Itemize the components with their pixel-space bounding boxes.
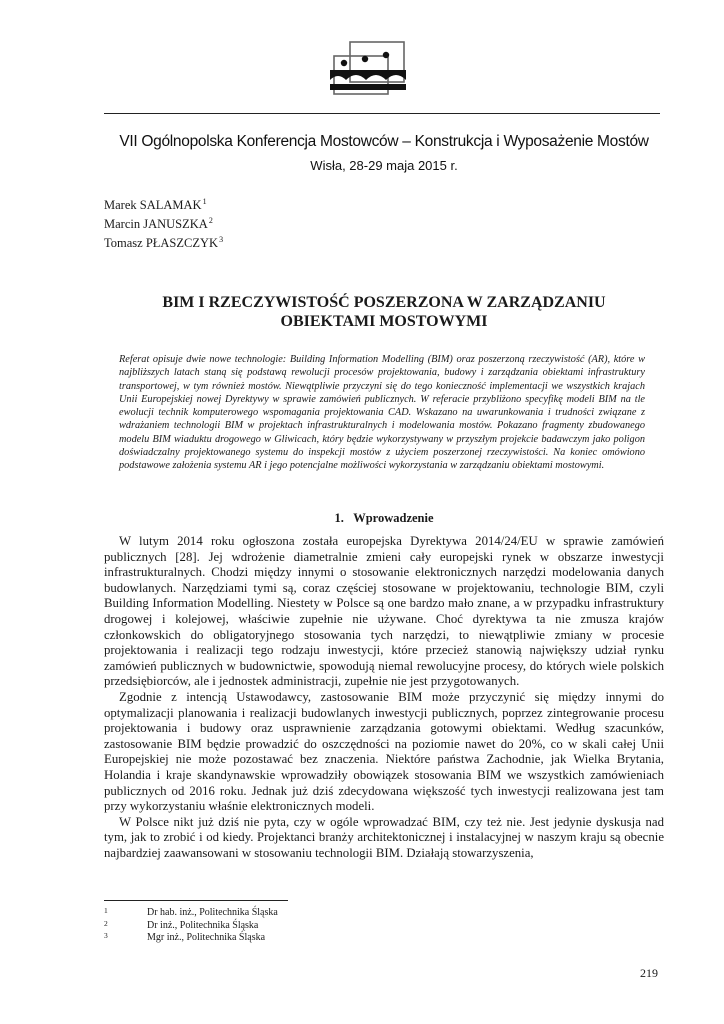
- paragraph: W Polsce nikt już dziś nie pyta, czy w ogóle wprowadzać BIM, czy też nie. Jest jedynie dyskusja nad tym, jak to zrobić i od kiedy. Projektanci branży architektonicznej i instalacyjnej w naszym kraju są obecnie najbardziej zaawansowani w stosowaniu technologii BIM. Działają stowarzyszenia,: [104, 814, 664, 860]
- footnote-number: 3: [104, 931, 108, 940]
- paper-title-line: BIM I RZECZYWISTOŚĆ POSZERZONA W ZARZĄDZANIU: [162, 294, 606, 311]
- author: Marek SALAMAK$^1$: [104, 197, 207, 212]
- footnote-text: Dr hab. inż., Politechnika Śląska: [147, 907, 278, 918]
- footnote-number: 1: [104, 906, 108, 915]
- author: Tomasz PŁASZCZYK$^3$: [104, 235, 224, 250]
- paper-title: [104, 293, 664, 331]
- author-footnote-mark: 3: [219, 235, 224, 244]
- author-footnote-mark: 1: [202, 197, 207, 206]
- abstract: Referat opisuje dwie nowe technologie: Building Information Modelling (BIM) oraz poszerzoną rzeczywistość (AR), które w najbliższych latach staną się podstawą rewolucji procesów projektowania, budowy i zarządzania obiektami infrastruktury transportowej, w tym również mostów. Niewątpliwie przyczyni się do tego konieczność implementacji we wszystkich krajach Unii Europejskiej nowej Dyrektywy w sprawie zamówień publicznych. W referacie przybliżono specyfikę modeli BIM na tle ewolucji technik komputerowego wspomagania projektowania CAD. Wskazano na uwarunkowania i trudności związane z wdrażaniem technologii BIM w projektach infrastrukturalnych i modelowania mostów. Pokazano fragmenty zbudowanego modelu BIM wiaduktu drogowego w Gliwicach, który będzie wykorzystywany w przyszłym projekcie badawczym jako poligon doświadczalny projektowanego systemu do inspekcji mostów z użyciem poszerzonej rzeczywistości. Na koniec omówiono podstawowe założenia systemu AR i jego potencjalne możliwości wykorzystania w zarządzaniu obiektami mostowymi.: [119, 354, 645, 472]
- body-text: [104, 534, 664, 861]
- section-heading: 1. Wprowadzenie: [334, 511, 434, 525]
- footnote-rule: [104, 900, 288, 901]
- page-number: 219: [640, 966, 658, 980]
- paper-title-line: OBIEKTAMI MOSTOWYMI: [280, 313, 488, 330]
- author: Marcin JANUSZKA$^2$: [104, 216, 213, 231]
- author-list: [104, 194, 223, 251]
- conference-title: VII Ogólnopolska Konferencja Mostowców – Konstrukcja i Wyposażenie Mostów: [119, 133, 649, 150]
- footnote-number: 2: [104, 918, 108, 928]
- paragraph: W lutym 2014 roku ogłoszona została europejska Dyrektywa 2014/24/EU w sprawie zamówień publicznych [28]. Jej wdrożenie diametralnie zmieni cały europejski rynek w obszarze inwestycji infrastrukturalnych. Chodzi między innymi o stosowanie elektronicznych narzędzi modelowania danych budowlanych. Narzędziami tymi są, coraz częściej stosowane w projektowaniu, technologie BIM, czyli Building Information Modelling. Niestety w Polsce są one bardzo mało znane, a w przypadku infrastruktury drogowej i kolejowej, właściwie zupełnie nie używane. Choć dyrektywa ta nie zmusza krajów członkowskich do obligatoryjnego stosowania tych narzędzi, to niewątpliwie zmiany w procesie projektowania i realizacji tego rodzaju inwestycji, które przecież stanowią największy udział rynku zamówień publicznych w budownictwie, spowodują niemal rewolucyjne procesy, do których wiele polskich przedsiębiorców, ale i jednostek administracji, zupełnie nie jest przygotowanych.: [104, 534, 664, 689]
- footnote-text: Mgr inż., Politechnika Śląska: [147, 932, 266, 943]
- bridge-conference-logo-icon: [328, 40, 408, 96]
- footnote-text: Dr inż., Politechnika Śląska: [147, 919, 259, 931]
- conference-place-date: Wisła, 28-29 maja 2015 r.: [310, 158, 458, 173]
- author-footnote-mark: 2: [208, 216, 213, 225]
- header-rule: [104, 113, 660, 114]
- paragraph: Zgodnie z intencją Ustawodawcy, zastosowanie BIM może przyczynić się między innymi do optymalizacji planowania i realizacji budowlanych inwestycji publicznych, poprzez zintegrowanie procesu projektowania i budowy oraz usprawnienie zarządzania gotowymi obiektami. Według szacunków, zastosowanie BIM będzie prowadzić do oszczędności na poziomie nawet do 20%, co w skali całej Unii Europejskiej nie może pozostawać bez znaczenia. Niektóre państwa Zachodnie, jak Wielka Brytania, Holandia i kraje skandynawskie wprowadziły obowiązek stosowania BIM we wszystkich zamówieniach publicznych od 2016 roku. Jednak już dziś zdecydowana większość tych inwestycji realizowana jest tam przy wykorzystaniu właśnie elektronicznych modeli.: [104, 689, 664, 814]
